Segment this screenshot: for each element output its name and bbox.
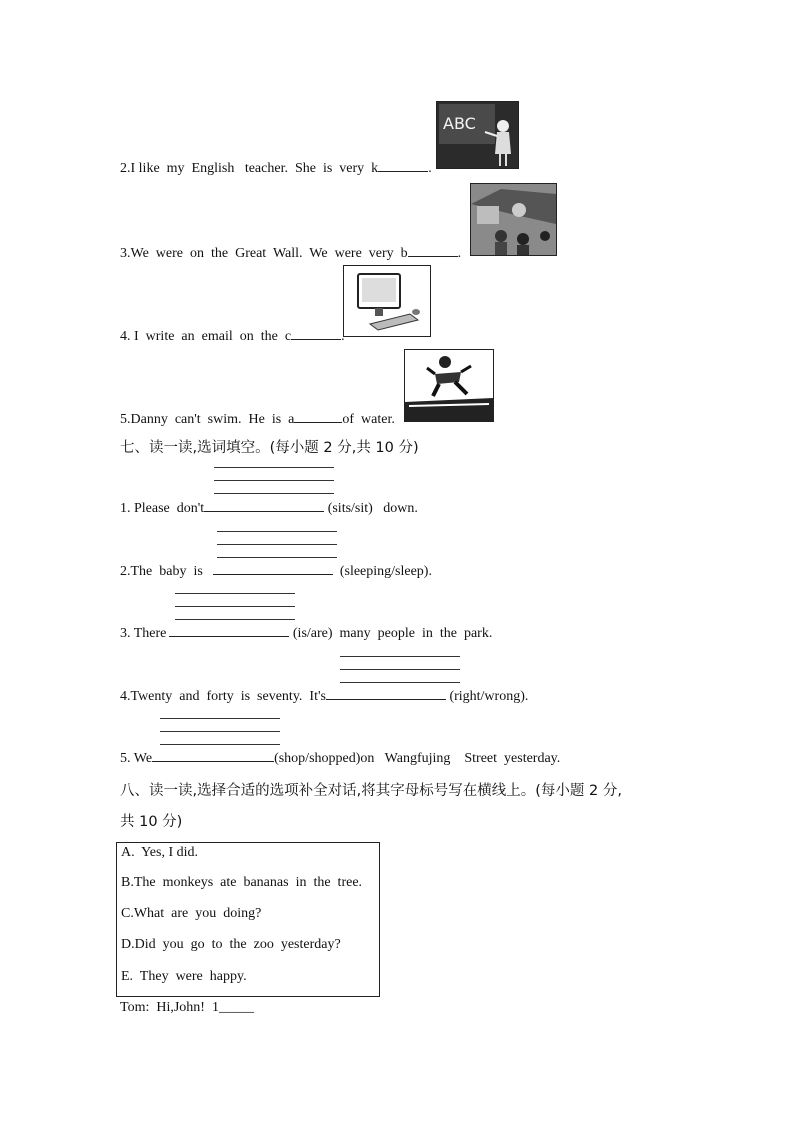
- section7-heading: 七、读一读,选词填空。(每小题 2 分,共 10 分): [120, 440, 419, 456]
- s7-item-3: [120, 623, 492, 643]
- board-text: ABC: [443, 114, 476, 133]
- s7-item-2-post: (sleeping/sleep).: [332, 564, 432, 579]
- answer-blank[interactable]: [169, 623, 289, 637]
- answer-blank[interactable]: [378, 158, 428, 172]
- section8-heading-cont: 共 10 分): [120, 814, 183, 830]
- computer-picture: [343, 265, 431, 337]
- s6-item-2-post: .: [428, 161, 432, 176]
- s6-item-5-post: of water.: [342, 412, 395, 427]
- s7-item-1-post: (sits/sit) down.: [324, 501, 418, 516]
- s6-item-4-post: .: [341, 329, 345, 344]
- great-wall-picture: [470, 183, 557, 256]
- s6-item-5: [120, 409, 395, 429]
- s6-item-2-text: 2.I like my English teacher. She is very k: [120, 161, 379, 176]
- option-d: D.Did you go to the zoo yesterday?: [121, 937, 341, 952]
- s7-item-4-post: (right/wrong).: [445, 689, 529, 704]
- teacher-picture: [436, 101, 519, 169]
- dialogue-speaker-text: Tom: Hi,John!: [120, 1000, 212, 1015]
- s7-item-1-text: 1. Please don't: [120, 501, 205, 516]
- answer-blank[interactable]: [204, 498, 324, 512]
- s7-item-4-text: 4.Twenty and forty is seventy. It's: [120, 689, 326, 704]
- s6-item-3-text: 3.We were on the Great Wall. We were very b: [120, 246, 408, 261]
- s6-item-3: [120, 243, 461, 263]
- s7-item-2: [120, 561, 432, 581]
- answer-blank[interactable]: [291, 326, 341, 340]
- option-b: B.The monkeys ate bananas in the tree.: [121, 875, 363, 890]
- s6-item-4: [120, 326, 345, 346]
- s6-item-4-text: 4. I write an email on the c: [120, 329, 292, 344]
- answer-blank[interactable]: [152, 748, 274, 762]
- dialogue-line-1: [120, 999, 254, 1017]
- options-box: [116, 842, 380, 997]
- s7-item-1: [120, 498, 418, 518]
- s6-item-5-text: 5.Danny can't swim. He is a: [120, 412, 295, 427]
- answer-blank[interactable]: [326, 686, 446, 700]
- option-a: A. Yes, I did.: [121, 845, 199, 860]
- s7-item-3-post: (is/are) many people in the park.: [289, 626, 493, 641]
- option-c: C.What are you doing?: [121, 906, 262, 921]
- answer-blank[interactable]: [213, 561, 333, 575]
- s7-item-5-post: (shop/shopped)on Wangfujing Street yesterday.: [274, 751, 561, 766]
- s7-item-3-text: 3. There: [120, 626, 167, 641]
- s6-item-3-post: .: [457, 246, 462, 261]
- answer-blank[interactable]: [294, 409, 342, 423]
- s7-item-5: [120, 748, 560, 768]
- s7-item-2-text: 2.The baby is: [120, 564, 203, 579]
- section8-heading: 八、读一读,选择合适的选项补全对话,将其字母标号写在横线上。(每小题 2 分,: [120, 783, 622, 799]
- option-e: E. They were happy.: [121, 969, 247, 984]
- s7-item-4: [120, 686, 528, 706]
- answer-blank[interactable]: [408, 243, 458, 257]
- s6-item-2: [120, 158, 432, 178]
- s7-item-5-text: 5. We: [120, 751, 153, 766]
- dialogue-answer-blank[interactable]: 1_____: [211, 1000, 254, 1015]
- danny-picture: [404, 349, 494, 422]
